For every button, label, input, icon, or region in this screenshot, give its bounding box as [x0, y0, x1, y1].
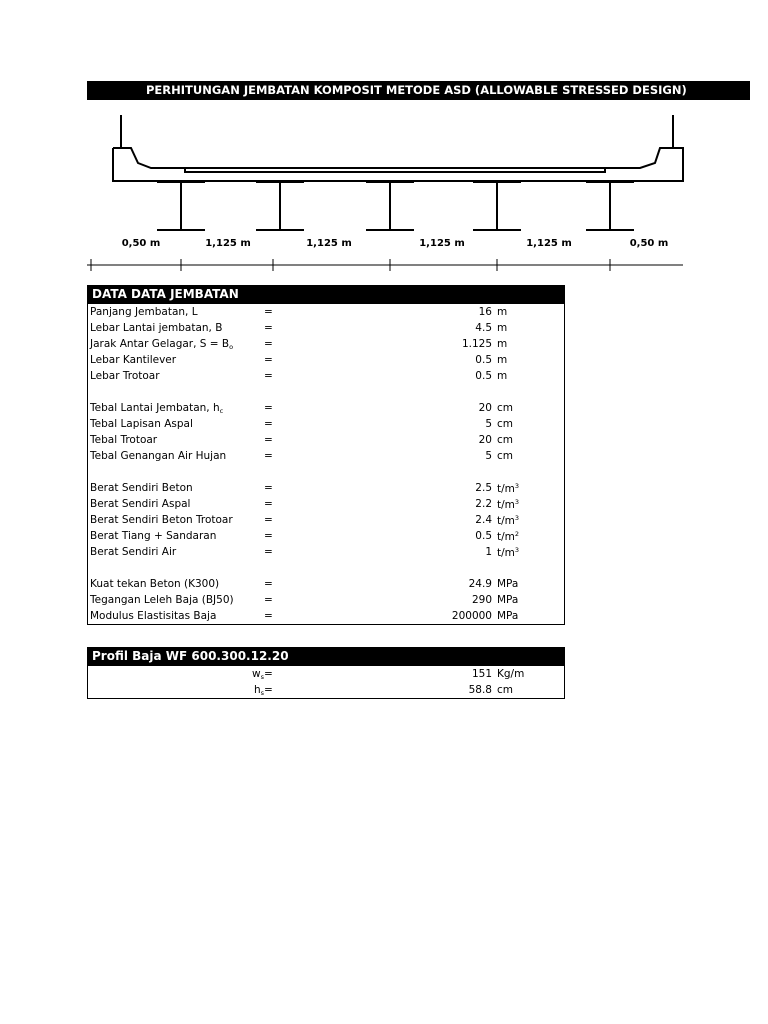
- row-value: 2.2: [475, 498, 492, 510]
- steel-girder-5: [586, 182, 634, 230]
- row-value: 0.5: [475, 370, 492, 382]
- equals-sign: =: [264, 370, 273, 382]
- row-label: [90, 338, 233, 351]
- row-unit: [497, 450, 513, 462]
- data-row: [88, 528, 564, 544]
- title-bar: [87, 81, 750, 100]
- row-label: [90, 594, 234, 606]
- equals-sign: =: [264, 306, 273, 318]
- row-label-text: Berat Sendiri Beton Trotoar: [90, 514, 233, 526]
- row-label-text: Kuat tekan Beton (K300): [90, 578, 220, 590]
- page-title: PERHITUNGAN JEMBATAN KOMPOSIT METODE ASD (ALLOWABLE STRESSED DESIGN): [146, 83, 687, 97]
- data-row: [88, 416, 564, 432]
- equals-sign: =: [264, 546, 273, 558]
- row-unit-text: m: [497, 370, 508, 382]
- row-label-subscript: o: [229, 343, 234, 351]
- row-value: 20: [478, 434, 492, 446]
- row-unit-text: cm: [497, 418, 514, 430]
- spacing-label: 1,125 m: [419, 238, 465, 249]
- row-unit-text: MPa: [497, 594, 519, 606]
- equals-sign: =: [264, 482, 273, 494]
- equals-sign: =: [264, 402, 273, 414]
- data-row: [88, 336, 564, 352]
- row-symbol: [252, 668, 264, 681]
- row-label-text: Berat Tiang + Sandaran: [90, 530, 217, 542]
- row-unit: [497, 610, 518, 622]
- row-label-text: Modulus Elastisitas Baja: [90, 610, 217, 622]
- data-row: [88, 608, 564, 624]
- equals-sign: =: [264, 668, 273, 680]
- data-row: [88, 352, 564, 368]
- row-unit: cm: [497, 684, 514, 696]
- row-unit-text: t/m: [497, 547, 515, 559]
- spacing-label: 1,125 m: [526, 238, 572, 249]
- row-label-subscript: c: [219, 407, 224, 415]
- row-label: [90, 370, 160, 382]
- equals-sign: =: [264, 498, 273, 510]
- data-row: [88, 592, 564, 608]
- row-unit: [497, 482, 519, 495]
- row-unit-superscript: 3: [514, 546, 520, 554]
- row-label: [90, 578, 219, 590]
- row-label-text: Lebar Trotoar: [90, 370, 160, 382]
- row-unit-text: t/m: [497, 531, 515, 543]
- data-row: [88, 480, 564, 496]
- row-symbol-text: h: [253, 684, 261, 696]
- row-unit: [497, 434, 513, 446]
- row-value: 5: [485, 418, 492, 430]
- row-unit: [497, 306, 507, 318]
- data-row: [88, 576, 564, 592]
- equals-sign: =: [264, 514, 273, 526]
- data-row: [88, 448, 564, 464]
- row-unit: [497, 354, 507, 366]
- data-jembatan-section: [87, 285, 565, 625]
- row-label: [90, 354, 176, 366]
- row-label: [90, 514, 233, 526]
- row-unit: [497, 338, 507, 350]
- data-row: [88, 432, 564, 448]
- data-row: [88, 400, 564, 416]
- equals-sign: =: [264, 530, 273, 542]
- row-unit: [497, 402, 513, 414]
- steel-girder-1: [157, 182, 205, 230]
- row-unit-superscript: 2: [514, 530, 520, 538]
- row-spacer: [88, 464, 564, 480]
- row-label: [90, 546, 176, 558]
- row-value: 2.5: [475, 482, 492, 494]
- row-unit: [497, 514, 519, 527]
- row-symbol-subscript: s: [260, 689, 264, 697]
- data-row: [88, 544, 564, 560]
- row-value: 0.5: [475, 530, 492, 542]
- row-label: [90, 322, 222, 334]
- profil-baja-section: [87, 647, 565, 699]
- row-unit-text: m: [497, 354, 508, 366]
- row-label-text: Berat Sendiri Air: [90, 546, 177, 558]
- row-value: 1.125: [461, 338, 492, 350]
- row-unit: [497, 498, 519, 511]
- steel-girder-4: [473, 182, 521, 230]
- data-row: [88, 320, 564, 336]
- row-unit-text: MPa: [497, 578, 519, 590]
- equals-sign: =: [264, 450, 273, 462]
- row-label: [90, 306, 198, 318]
- steel-girder-3: [366, 182, 414, 230]
- row-unit-text: cm: [497, 450, 514, 462]
- spacing-label: 1,125 m: [306, 238, 352, 249]
- row-unit: [497, 530, 519, 543]
- row-unit: [497, 546, 519, 559]
- row-label-text: Tegangan Leleh Baja (BJ50): [90, 594, 234, 606]
- row-unit: [497, 370, 507, 382]
- row-spacer: [88, 560, 564, 576]
- row-label-text: Lebar Lantai jembatan, B: [90, 322, 223, 334]
- row-label-text: Tebal Lapisan Aspal: [90, 418, 193, 430]
- profile-row: [88, 682, 564, 698]
- row-label-text: Tebal Trotoar: [90, 434, 158, 446]
- equals-sign: =: [264, 322, 273, 334]
- row-value: 151: [471, 668, 492, 680]
- row-unit-text: t/m: [497, 483, 515, 495]
- equals-sign: =: [264, 578, 273, 590]
- row-unit-text: cm: [497, 402, 514, 414]
- spacing-label: 0,50 m: [629, 238, 669, 249]
- equals-sign: =: [264, 434, 273, 446]
- section-header: DATA DATA JEMBATAN: [88, 285, 564, 304]
- data-row: [88, 368, 564, 384]
- row-label: [90, 434, 157, 446]
- section-header: Profil Baja WF 600.300.12.20: [88, 647, 564, 666]
- row-value: 4.5: [475, 322, 492, 334]
- equals-sign: =: [264, 610, 273, 622]
- row-symbol-subscript: s: [260, 673, 264, 681]
- spacing-label: 0,50 m: [121, 238, 161, 249]
- row-value: 5: [485, 450, 492, 462]
- row-label-text: Berat Sendiri Aspal: [90, 498, 191, 510]
- equals-sign: =: [264, 684, 273, 696]
- row-symbol: [254, 684, 264, 697]
- row-unit-text: m: [497, 338, 508, 350]
- row-value: 2.4: [475, 514, 492, 526]
- row-label-text: Tebal Lantai Jembatan, h: [90, 402, 220, 414]
- data-row: [88, 496, 564, 512]
- data-row: [88, 512, 564, 528]
- row-label-text: Jarak Antar Gelagar, S = B: [90, 338, 230, 350]
- equals-sign: =: [264, 338, 273, 350]
- row-value: 24.9: [468, 578, 492, 590]
- row-unit: [497, 578, 518, 590]
- row-unit-text: MPa: [497, 610, 519, 622]
- row-unit: [497, 418, 513, 430]
- row-label: [90, 450, 226, 462]
- row-symbol-text: w: [252, 668, 261, 680]
- row-value: 20: [478, 402, 492, 414]
- row-value: 200000: [451, 610, 492, 622]
- row-label-text: Lebar Kantilever: [90, 354, 177, 366]
- row-unit-superscript: 3: [514, 482, 520, 490]
- row-unit: Kg/m: [497, 668, 525, 680]
- spacing-label: 1,125 m: [205, 238, 251, 249]
- row-value: 0.5: [475, 354, 492, 366]
- row-value: 1: [485, 546, 492, 558]
- row-spacer: [88, 384, 564, 400]
- row-label-text: Berat Sendiri Beton: [90, 482, 193, 494]
- row-unit-text: t/m: [497, 515, 515, 527]
- row-unit-text: t/m: [497, 499, 515, 511]
- row-unit-text: m: [497, 322, 508, 334]
- equals-sign: =: [264, 418, 273, 430]
- row-label: [90, 498, 190, 510]
- row-unit-superscript: 3: [514, 498, 520, 506]
- equals-sign: =: [264, 594, 273, 606]
- row-label: [90, 610, 216, 622]
- row-label-text: Tebal Genangan Air Hujan: [90, 450, 227, 462]
- row-label: [90, 530, 216, 542]
- row-value: 58.8: [468, 684, 492, 696]
- row-label-text: Panjang Jembatan, L: [90, 306, 198, 318]
- row-unit-text: cm: [497, 434, 514, 446]
- row-value: 16: [478, 306, 492, 318]
- row-unit: [497, 322, 507, 334]
- row-value: 290: [471, 594, 492, 606]
- profile-row: [88, 666, 564, 682]
- data-row: [88, 304, 564, 320]
- row-label: [90, 418, 193, 430]
- steel-girder-2: [256, 182, 304, 230]
- row-label: [90, 482, 193, 494]
- row-unit-superscript: 3: [514, 514, 520, 522]
- row-unit-text: m: [497, 306, 508, 318]
- row-label: [90, 402, 223, 415]
- deck-slab-outline: [113, 148, 683, 181]
- row-unit: [497, 594, 518, 606]
- equals-sign: =: [264, 354, 273, 366]
